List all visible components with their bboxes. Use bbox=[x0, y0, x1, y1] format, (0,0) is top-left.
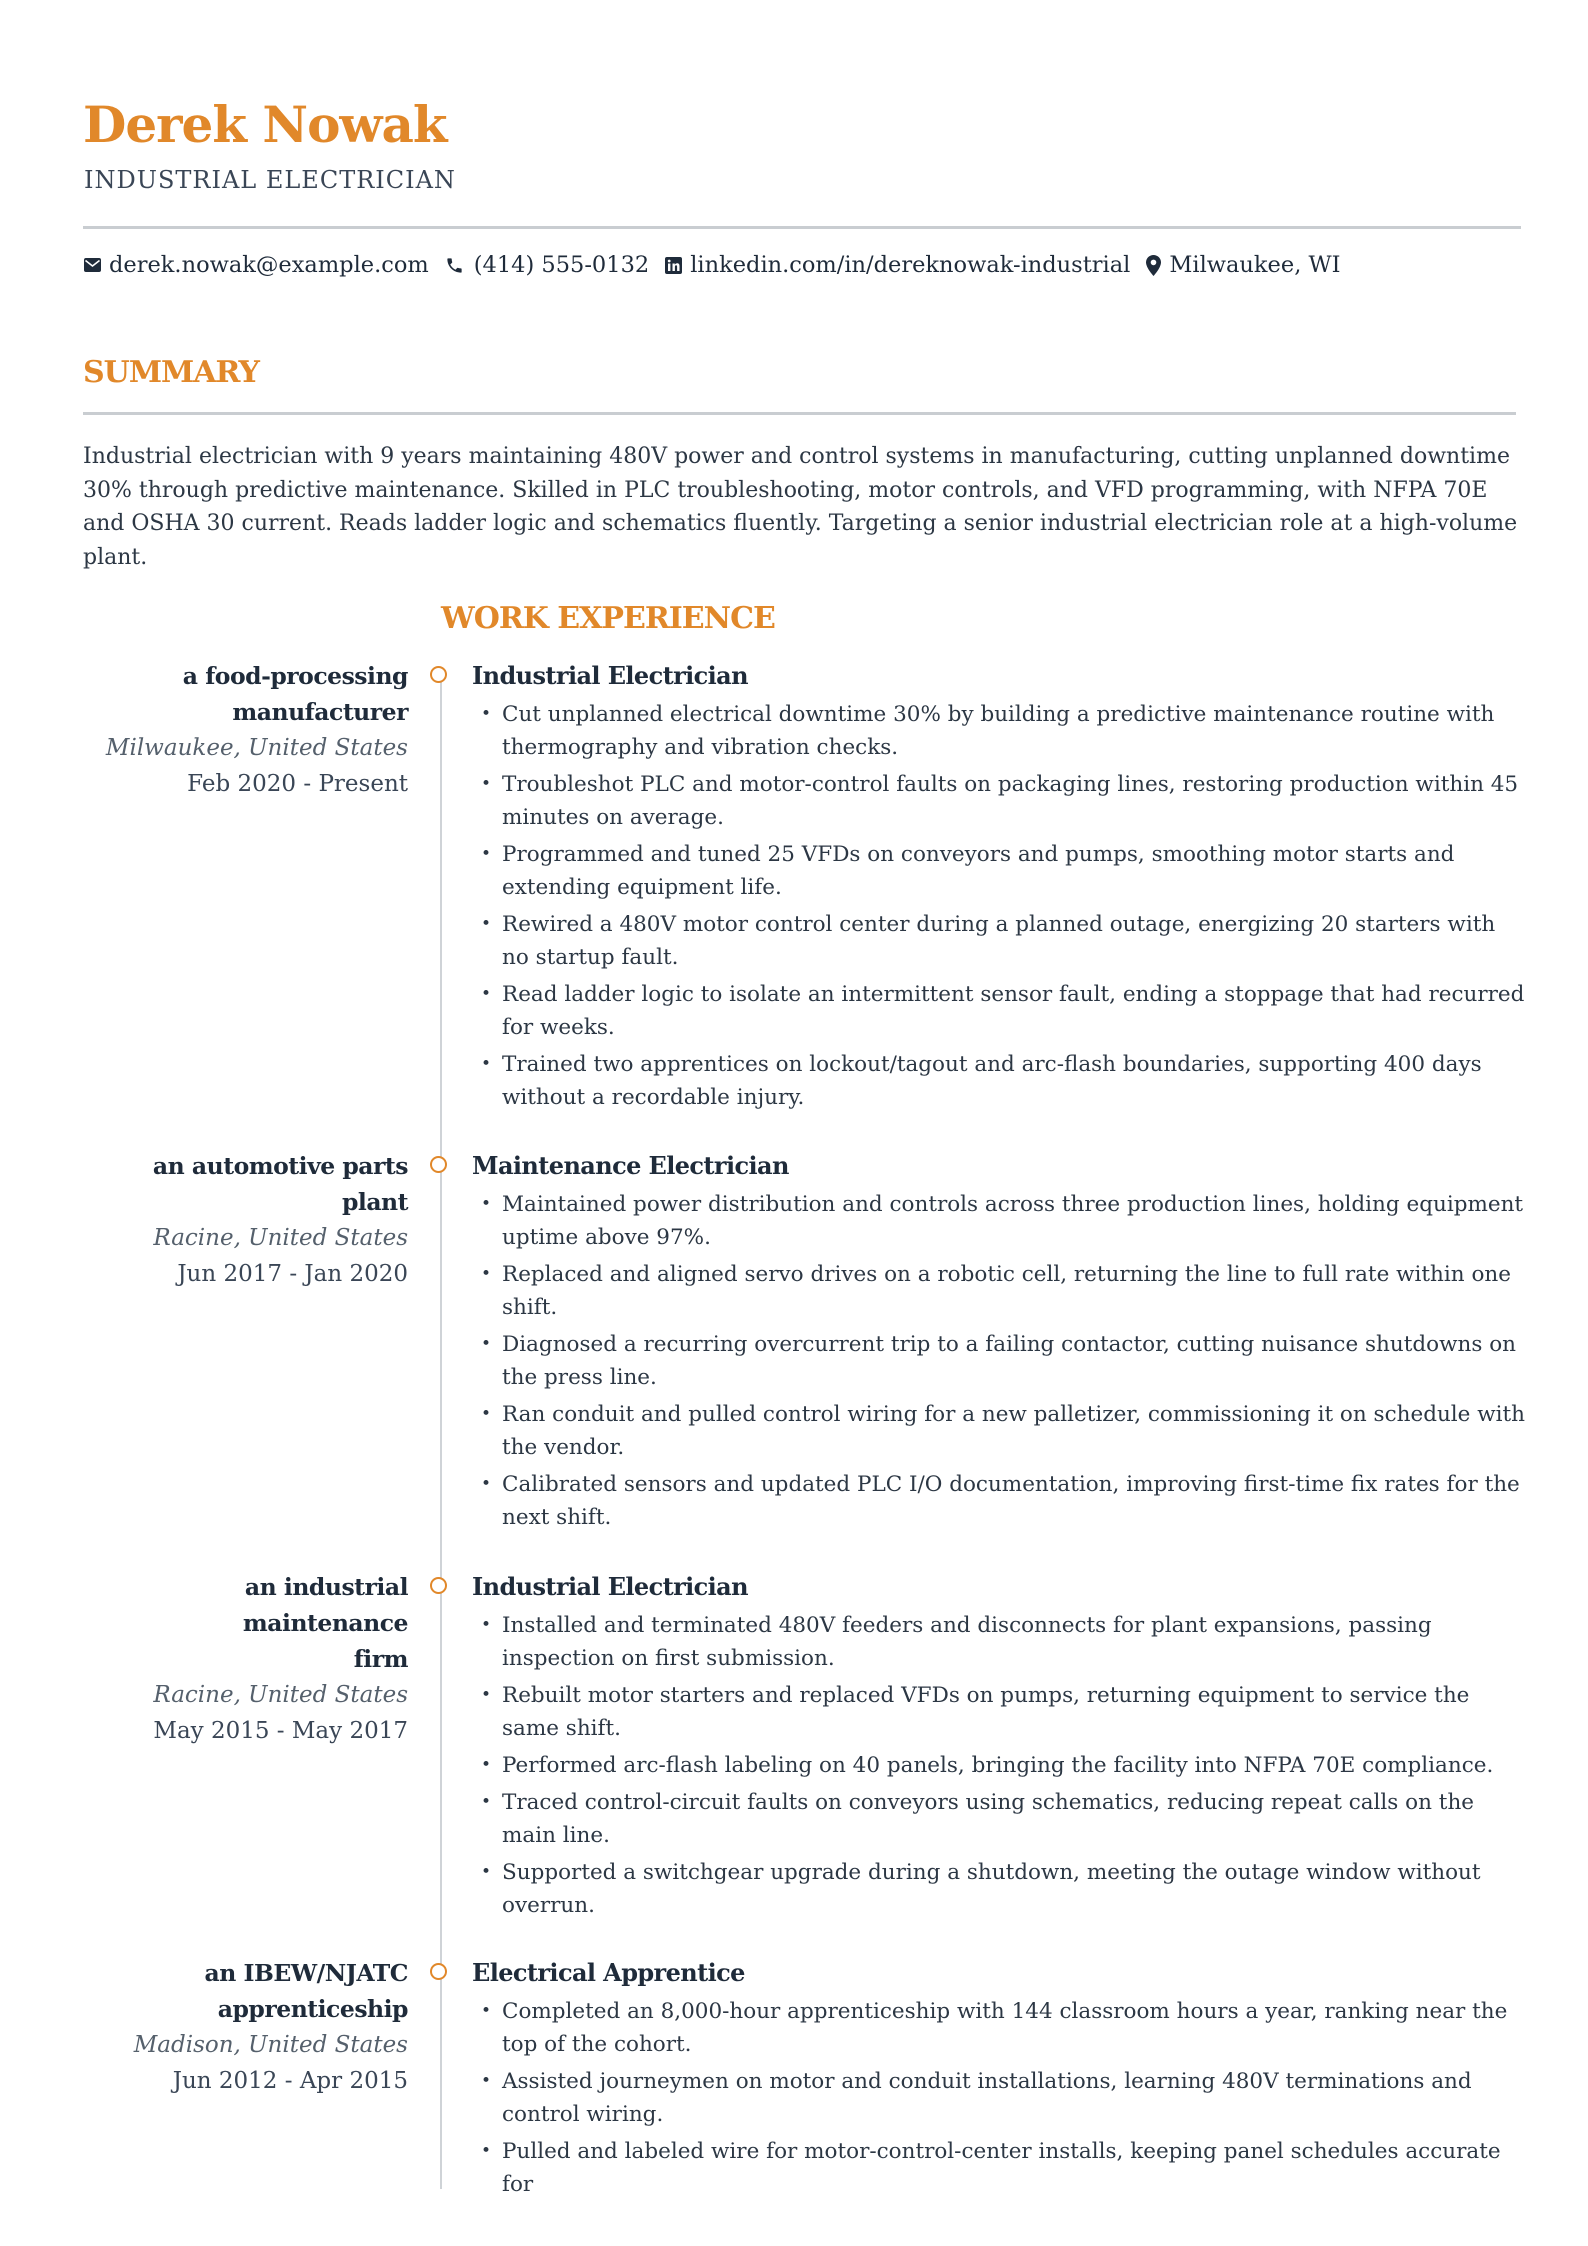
job-bullet: • Calibrated sensors and updated PLC I/O documentation, improving first-time fix rates for the next shift. bbox=[478, 1468, 1528, 1534]
contact-linkedin-text: linkedin.com/in/dereknowak-industrial bbox=[690, 252, 1131, 278]
work-experience-heading: WORK EXPERIENCE bbox=[441, 601, 775, 636]
job-dates: Feb 2020 - Present bbox=[187, 771, 408, 797]
contact-linkedin[interactable] bbox=[665, 252, 1130, 278]
job-title: Electrical Apprentice bbox=[472, 1958, 745, 1987]
summary-divider bbox=[83, 412, 1516, 415]
job-bullet: • Traced control-circuit faults on conveyors using schematics, reducing repeat calls on the main line. bbox=[478, 1786, 1528, 1852]
map-pin-icon bbox=[1146, 255, 1161, 276]
company-name-line: a food-processing bbox=[182, 662, 408, 690]
contact-email-text: derek.nowak@example.com bbox=[109, 252, 429, 278]
job-bullets bbox=[478, 1609, 1528, 1926]
candidate-name: Derek Nowak bbox=[83, 95, 447, 154]
job-dates: Jun 2012 - Apr 2015 bbox=[172, 2068, 408, 2094]
contact-location-text: Milwaukee, WI bbox=[1169, 252, 1341, 278]
job-bullet: • Ran conduit and pulled control wiring for a new palletizer, commissioning it on schedule with the vendor. bbox=[478, 1398, 1528, 1464]
job-bullet: • Cut unplanned electrical downtime 30% by building a predictive maintenance routine with thermography and vibration checks. bbox=[478, 698, 1528, 764]
candidate-headline: INDUSTRIAL ELECTRICIAN bbox=[84, 166, 456, 194]
job-bullets bbox=[478, 1995, 1528, 2205]
job-bullet: • Rebuilt motor starters and replaced VFDs on pumps, returning equipment to service the same shift. bbox=[478, 1679, 1528, 1745]
job-dates: Jun 2017 - Jan 2020 bbox=[177, 1261, 408, 1287]
job-bullet: • Rewired a 480V motor control center during a planned outage, energizing 20 starters with no startup fault. bbox=[478, 908, 1528, 974]
job-meta bbox=[90, 1148, 408, 1292]
job-bullet: • Supported a switchgear upgrade during a shutdown, meeting the outage window without overrun. bbox=[478, 1856, 1528, 1922]
job-dates: May 2015 - May 2017 bbox=[153, 1718, 408, 1744]
job-location: Madison, United States bbox=[133, 2032, 408, 2058]
job-bullet: • Diagnosed a recurring overcurrent trip to a failing contactor, cutting nuisance shutdowns on the press line. bbox=[478, 1328, 1528, 1394]
contact-bar bbox=[84, 250, 1357, 280]
company-name-line: an industrial maintenance bbox=[242, 1573, 408, 1637]
job-bullet: • Read ladder logic to isolate an intermittent sensor fault, ending a stoppage that had recurred for weeks. bbox=[478, 978, 1528, 1044]
job-location: Racine, United States bbox=[153, 1682, 408, 1708]
job-title: Industrial Electrician bbox=[472, 1572, 748, 1601]
job-bullet: • Assisted journeymen on motor and conduit installations, learning 480V terminations and control wiring. bbox=[478, 2065, 1528, 2131]
linkedin-icon bbox=[665, 257, 682, 274]
company-name-line: firm bbox=[353, 1645, 408, 1673]
job-bullet: • Pulled and labeled wire for motor-control-center installs, keeping panel schedules accurate for bbox=[478, 2135, 1528, 2201]
job-bullet: • Troubleshot PLC and motor-control faults on packaging lines, restoring production within 45 minutes on average. bbox=[478, 768, 1528, 834]
summary-heading: SUMMARY bbox=[83, 355, 259, 390]
timeline-dot bbox=[430, 1963, 447, 1980]
company-name-line: apprenticeship bbox=[217, 1995, 408, 2023]
job-bullets bbox=[478, 698, 1528, 1118]
job-meta bbox=[90, 658, 408, 802]
company-name-line: an automotive parts plant bbox=[152, 1152, 408, 1216]
company-name-line: an IBEW/NJATC bbox=[204, 1959, 408, 1987]
phone-icon bbox=[445, 256, 464, 275]
timeline-dot bbox=[430, 1156, 447, 1173]
timeline-dot bbox=[430, 666, 447, 683]
job-meta bbox=[90, 1955, 408, 2099]
job-bullets bbox=[478, 1188, 1528, 1538]
contact-location bbox=[1146, 252, 1340, 278]
summary-text: Industrial electrician with 9 years maintaining 480V power and control systems in manufacturing, cutting unplanned downtime 30% through predictive maintenance. Skilled in PLC troubleshooting, motor controls, and VFD programming, with NFPA 70E and OSHA 30 current. Reads ladder logic and schematics fluently. Targeting a senior industrial electrician role at a high-volume plant. bbox=[83, 444, 1518, 570]
job-title: Industrial Electrician bbox=[472, 661, 748, 690]
job-meta bbox=[90, 1569, 408, 1749]
job-location: Racine, United States bbox=[153, 1225, 408, 1251]
contact-phone-text: (414) 555-0132 bbox=[473, 252, 650, 278]
job-title: Maintenance Electrician bbox=[472, 1151, 789, 1180]
job-location: Milwaukee, United States bbox=[105, 735, 408, 761]
contact-email[interactable] bbox=[84, 252, 429, 278]
envelope-icon bbox=[84, 258, 101, 272]
company-name-line: manufacturer bbox=[232, 698, 408, 726]
job-bullet: • Programmed and tuned 25 VFDs on conveyors and pumps, smoothing motor starts and extending equipment life. bbox=[478, 838, 1528, 904]
job-bullet: • Maintained power distribution and controls across three production lines, holding equipment uptime above 97%. bbox=[478, 1188, 1528, 1254]
timeline-dot bbox=[430, 1577, 447, 1594]
job-bullet: • Replaced and aligned servo drives on a robotic cell, returning the line to full rate within one shift. bbox=[478, 1258, 1528, 1324]
job-bullet: • Completed an 8,000-hour apprenticeship with 144 classroom hours a year, ranking near the top of the cohort. bbox=[478, 1995, 1528, 2061]
header-divider bbox=[83, 226, 1521, 229]
job-bullet: • Installed and terminated 480V feeders and disconnects for plant expansions, passing inspection on first submission. bbox=[478, 1609, 1528, 1675]
contact-phone[interactable] bbox=[445, 252, 649, 278]
job-bullet: • Performed arc-flash labeling on 40 panels, bringing the facility into NFPA 70E compliance. bbox=[478, 1749, 1528, 1782]
job-bullet: • Trained two apprentices on lockout/tagout and arc-flash boundaries, supporting 400 days without a recordable injury. bbox=[478, 1048, 1528, 1114]
